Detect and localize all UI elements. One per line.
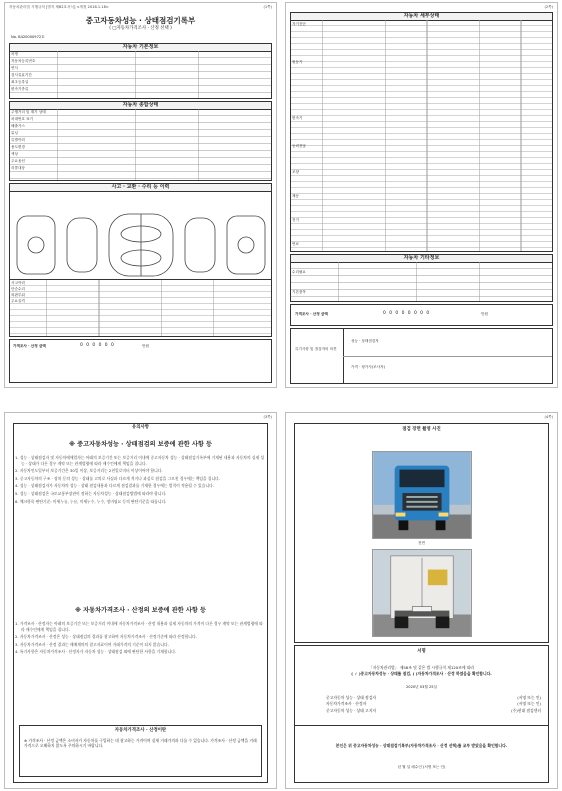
row-label: 자동차등록번호 [11, 59, 36, 63]
signature-date: 2020년 03월 25일 [406, 685, 437, 689]
row-label: 튜닝 [11, 131, 18, 135]
group-label: 자기진단 [292, 22, 306, 26]
row-label: 리콜대상 [11, 166, 25, 170]
truck-rear-photo [372, 549, 472, 637]
row-label: 최초등록일 [11, 80, 29, 84]
page-subtitle: ( □자동차가격조사 · 산정 선택 ) [109, 26, 172, 31]
price-unit: 만원 [142, 344, 149, 348]
page-4-photos-signature [285, 412, 558, 789]
overall-status-grid [9, 109, 272, 181]
car-left-side [67, 218, 97, 272]
photo-title: 점검 장면 촬영 사진 [402, 427, 441, 432]
page-number: (2쪽) [544, 5, 553, 9]
definition-heading: 자동차가격조사 · 산정이란 [114, 728, 167, 733]
price-unit: 만원 [481, 312, 488, 316]
signer-role: 자동차가격조사 · 산정자 [326, 701, 367, 707]
group-label: 동력전달 [292, 144, 306, 148]
page-2-detail-status [285, 2, 558, 388]
note-item: 5. 성능 · 상태점검은 국토교통부장관이 정하는 자동차성능 · 상태점검방법에 따라야 합니다. [15, 490, 167, 496]
group-label: 전기 [292, 218, 299, 222]
page-title: 중고자동차성능 · 상태점검기록부 [85, 16, 196, 25]
receipt-statement: 본인은 위 중고자동차성능 · 상태점검기록부(자동차가격조사 · 산정 선택)를 교부 받았음을 확인합니다. [335, 743, 508, 748]
signer-role: 중고자동차 성능 · 상태 고지자 [326, 707, 377, 713]
accident-history-title: 사고 · 교환 · 수리 등 이력 [10, 184, 271, 192]
row-label: 연식 [11, 66, 18, 70]
other-info-title: 자동차 기타정보 [291, 255, 552, 263]
price-section [9, 339, 272, 383]
row-label: 주요옵션 [11, 159, 25, 163]
definition-text: ※ 가격조사 · 산정 금액은 소비자가 자동차를 구입하는 데 참고하는 가격이며 실제 거래가격과 다를 수 있습니다. 가격조사 · 산정 금액을 거래가격으로 오해하지 않도록 주의하시기 바랍니다. [24, 738, 257, 749]
car-front-view [17, 216, 55, 274]
note-item: 4. 특기사항은 자동차가격조사 · 산정자가 자동차 성능 · 상태점검 외에 판단한 사항을 기재합니다. [15, 649, 177, 655]
note-item: 4. 성능 · 상태점검자가 자동차의 성능 · 상태 점검내용과 다르게 점검결과를 기재한 경우에는 벌칙이 적용될 수 있습니다. [15, 483, 214, 489]
row-label: 용도변경 [11, 145, 25, 149]
note-item: 1. 가격조사 · 산정자는 아래의 보증기간 또는 보증거리 이내에 자동차가격조사 · 산정 내용과 실제 자동차의 가격이 다른 경우 계약 또는 관계법령에 따라 매수인에게 책임을 집니다. [15, 621, 263, 632]
group-label: 제동 [292, 194, 299, 198]
price-value: 0 0 0 0 0 0 [80, 343, 115, 348]
row-label: 검사유효기간 [11, 73, 32, 77]
signer-mark: (서명 또는 인) [517, 695, 541, 700]
row-label: 색상 [11, 152, 18, 156]
row-label: 특별이력 [11, 138, 25, 142]
row-label: 기본품목 [292, 290, 306, 294]
note-item: 6. 체크항목 판단기준: 미세누유, 누유, 미세누수, 누수, 정비필요 등의 판단기준을 따릅니다. [15, 498, 167, 504]
row-label: 주요골격 [11, 299, 25, 303]
signature-title: 서명 [417, 649, 426, 654]
other-info-grid [290, 262, 553, 302]
car-body-diagram [11, 212, 271, 278]
remarks-label: 특기사항 및 점검자의 의견 [295, 347, 337, 351]
receipt-signature-line: 년 월 일 매수인 (서명 또는 인) [397, 765, 446, 769]
note-item: 2. 자동차인도일부터 보증기간은 30일 이상, 보증거리는 2천킬로미터 이상이어야 합니다. [15, 468, 163, 474]
row-label: 변속기종류 [11, 87, 29, 91]
price-value: 0 0 0 0 0 0 0 0 [383, 311, 431, 316]
document-number: No. B420000972호 [11, 35, 45, 39]
row-label: 단순수리 [11, 287, 25, 291]
signature-statement-1: 「자동차관리법」 제58조 및 같은 법 시행규칙 제120조에 따라 [368, 665, 475, 670]
group-label: 변속기 [292, 116, 303, 120]
appraiser-label: 가격 · 평가사(조사자) [351, 365, 386, 369]
truck-front-photo [372, 451, 472, 539]
definition-box [19, 725, 262, 777]
overall-status-title: 자동차 종합상태 [10, 102, 271, 110]
page-1-inspection-record [4, 2, 277, 388]
signature-rows [326, 695, 541, 714]
price-warranty-notes [15, 621, 266, 657]
signature-row [326, 708, 541, 714]
signer-mark: (서명 또는 인) [517, 701, 541, 707]
accident-detail-grid [9, 279, 272, 337]
group-label: 조향 [292, 170, 299, 174]
price-section [290, 304, 553, 326]
notices-title: 유의사항 [132, 425, 149, 430]
row-label: 배출가스 [11, 124, 25, 128]
page-number: (4쪽) [544, 415, 553, 419]
front-caption: 전면 [418, 541, 425, 545]
signature-section [290, 328, 553, 384]
group-label: 연료 [292, 242, 299, 246]
warranty-heading: ※ 중고자동차성능 · 상태점검의 보증에 관한 사항 등 [69, 441, 212, 448]
signer-mark: (주)현대 점검센터 [511, 707, 541, 713]
price-warranty-heading: ※ 자동차가격조사 · 산정의 보증에 관한 사항 등 [74, 607, 207, 614]
note-item: 2. 자동차가격조사 · 산정은 성능 · 상태점검의 결과를 참고하여 자동차가격조사 · 산정기준에 따라 산정합니다. [15, 634, 197, 640]
detail-status-title: 자동차 세부상태 [291, 13, 552, 21]
group-label: 원동기 [292, 60, 303, 64]
form-reference: 자동차관리법 시행규칙 [별지 제82호서식] <개정 2018.1.18> [9, 5, 109, 9]
car-rear-view [227, 216, 265, 274]
row-label: 사고이력 [11, 281, 25, 285]
page-3-notices [4, 412, 277, 789]
signature-statement-2: ( ✓ )중고자동차성능 · 상태를 점검, ( )자동차가격조사 · 산정 하였음을 확인합니다. [351, 670, 492, 676]
row-label: 차명 [11, 52, 18, 56]
note-item: 3. 중고자동차의 구조 · 장치 등의 성능 · 상태를 고의로 사실과 다르게 적거나 과실로 점검을 그르친 경우에는 책임을 집니다. [15, 475, 221, 481]
note-item: 1. 성능 · 상태점검자 및 자동차매매업자는 아래의 보증기간 또는 보증거리 이내에 중고자동차 성능 · 상태점검기록부에 기재된 내용과 자동차의 실제 성능 · 상태가 다른 경우 계약 또는 관계법령에 따라 매수인에게 책임을 집니다. [15, 455, 265, 466]
row-label: 주행거리 및 계기 상태 [11, 110, 46, 114]
detail-status-grid [290, 20, 553, 252]
page-number: (3쪽) [263, 415, 272, 419]
basic-info-grid [9, 51, 272, 99]
row-label: 수리필요 [292, 270, 306, 274]
signer-role: 중고자동차 성능 · 상태 점검자 [326, 695, 377, 700]
row-label: 외판부위 [11, 293, 25, 297]
note-item: 3. 자동차가격조사 · 산정 결과는 매매계약의 참고자료이며 거래가격의 기준이 되지 않습니다. [15, 641, 169, 647]
car-right-side [185, 218, 215, 272]
page-number: (1쪽) [263, 5, 272, 9]
basic-info-title: 자동차 기본정보 [10, 44, 271, 52]
price-label: 가격조사 · 산정 금액 [295, 312, 328, 316]
warranty-notes [15, 455, 266, 506]
price-label: 가격조사 · 산정 금액 [13, 344, 46, 348]
row-label: 차대번호 표기 [11, 117, 33, 121]
inspector-label: 성능 · 상태점검자 [351, 339, 379, 343]
